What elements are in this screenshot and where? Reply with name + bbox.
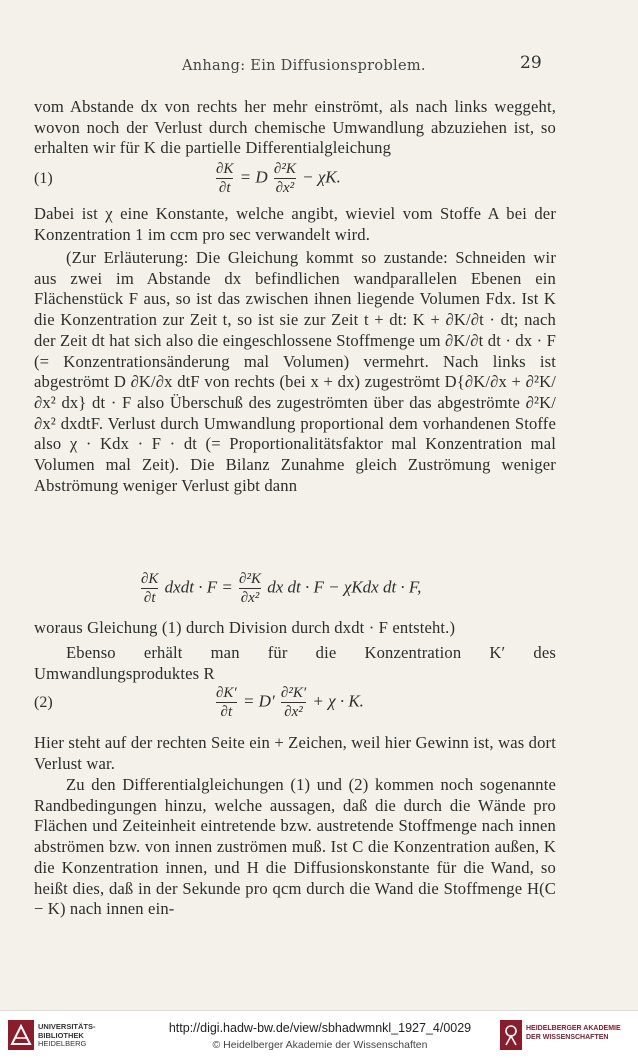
running-title: Anhang: Ein Diffusionsproblem.: [182, 58, 426, 74]
numerator: ∂²K: [239, 571, 261, 587]
academy-name-line: HEIDELBERGER AKADEMIE: [526, 1025, 621, 1032]
fraction: [274, 160, 296, 197]
denominator: ∂t: [216, 178, 233, 197]
library-name-line: BIBLIOTHEK: [38, 1030, 84, 1040]
fraction: [141, 570, 158, 607]
running-header: [0, 53, 638, 80]
equation-number: (1): [34, 170, 53, 187]
denominator: ∂x²: [281, 702, 306, 721]
university-library-logo-icon: [8, 1020, 34, 1050]
paragraph-4: [34, 618, 556, 639]
equation-body: [214, 160, 341, 197]
equation-tail: + χ · K.: [312, 691, 364, 711]
denominator: ∂t: [216, 702, 237, 721]
viewer-footer: [0, 1010, 638, 1058]
academy-seal-icon: [500, 1020, 522, 1050]
academy-name-line: DER WISSENSCHAFTEN: [526, 1034, 609, 1041]
fraction: [216, 684, 237, 721]
equation-operator: = D: [239, 167, 268, 187]
academy-name: [526, 1024, 621, 1042]
equation-body: [214, 684, 364, 721]
page-number: 29: [520, 53, 542, 73]
denominator: ∂x²: [240, 590, 260, 606]
paragraph-7: [34, 775, 556, 920]
equation-tail: dx dt · F − χKdx dt · F,: [267, 577, 422, 597]
paragraph-1: [34, 97, 556, 159]
denominator: ∂t: [141, 588, 158, 607]
library-name-line: HEIDELBERG: [38, 1039, 87, 1048]
equation-number: (2): [34, 694, 53, 711]
equation-2: [34, 684, 556, 728]
equation-operator: = D′: [242, 691, 275, 711]
numerator: ∂²K′: [280, 685, 307, 701]
equation-1: [34, 160, 556, 204]
paragraph-text: vom Abstande dx von rechts her mehr einströmt, als nach links weggeht, wovon noch der Verlust durch chemische Umwandlung abzuziehen ist, so erhalten wir für K die partielle Differentialgleichung: [34, 97, 556, 158]
numerator: ∂²K: [273, 161, 296, 177]
numerator: ∂K: [141, 571, 159, 587]
paragraph-3: [34, 248, 556, 496]
paragraph-text: Zu den Differentialgleichungen (1) und (2) kommen noch sogenannte Randbedingungen hinzu, welche aussagen, daß die durch die Wände pro Flächen und Zeiteinheit eintretende bzw. austretende Stoffmenge nach innen abströmen bzw. von innen zuströmen muß. Ist C die Konzentration außen, K die Konzentration innen, und H die Diffusionskonstante für die Wand, so heißt dies, daß in der Sekunde pro qcm durch die Wand die Stoffmenge H(C − K) nach innen ein-: [34, 775, 556, 919]
library-name: [38, 1023, 96, 1049]
paragraph-text: Dabei ist χ eine Konstante, welche angibt, wieviel vom Stoffe A bei der Konzentration 1 im ccm pro sec verwandelt wird.: [34, 204, 556, 244]
paragraph-6: [34, 733, 556, 774]
fraction: [216, 160, 233, 197]
paragraph-text: woraus Gleichung (1) durch Division durch dxdt · F entsteht.): [34, 618, 456, 637]
equation-tail: − χK.: [302, 167, 341, 187]
numerator: ∂K′: [216, 685, 237, 701]
fraction: [239, 570, 261, 607]
balance-equation: [34, 570, 556, 614]
paragraph-2: [34, 204, 556, 245]
copyright-notice: © Heidelberger Akademie der Wissenschaften: [212, 1039, 428, 1051]
paragraph-text: Ebenso erhält man für die Konzentration K′ des Umwandlungsproduktes R: [34, 643, 556, 683]
equation-middle: dxdt · F =: [164, 577, 233, 597]
permalink-url[interactable]: http://digi.hadw-bw.de/view/sbhadwmnkl_1927_4/0029: [168, 1021, 472, 1035]
paragraph-text: (Zur Erläuterung: Die Gleichung kommt so zustande: Schneiden wir aus zwei im Abstande dx befindlichen wandparallelen Ebenen ein Flächenstück F aus, so ist das zwischen ihnen liegende Volumen Fdx. Ist K die Konzentration zur Zeit t, so ist sie zur Zeit t + dt: K + ∂K/∂t · dt; nach der Zeit dt hat sich also die eingeschlossene Stoffmenge um ∂K/∂t dt · dx · F (= Konzentrationsänderung mal Volumen) vermehrt. Nach links ist abgeströmt D ∂K/∂x dtF von rechts (bei x + dx) zugeströmt D{∂K/∂x + ∂²K/∂x² dx} dt · F also Überschuß des zugeströmten über das abgeströmte ∂²K/∂x² dxdtF. Verlust durch Umwandlung proportional dem vorhandenen Stoffe also χ · Kdx · F · dt (= Proportionalitätsfaktor mal Konzentration mal Volumen mal Zeit). Die Bilanz Zunahme gleich Zuströmung weniger Abströmung weniger Verlust gibt dann: [34, 248, 556, 495]
paragraph-text: Hier steht auf der rechten Seite ein + Zeichen, weil hier Gewinn ist, was dort Verlust war.: [34, 733, 556, 773]
library-name-line: UNIVERSITÄTS-: [38, 1022, 96, 1031]
numerator: ∂K: [216, 161, 234, 177]
denominator: ∂x²: [275, 180, 295, 196]
equation-body: [139, 570, 421, 607]
fraction: [281, 684, 306, 721]
paragraph-5: [34, 643, 556, 684]
